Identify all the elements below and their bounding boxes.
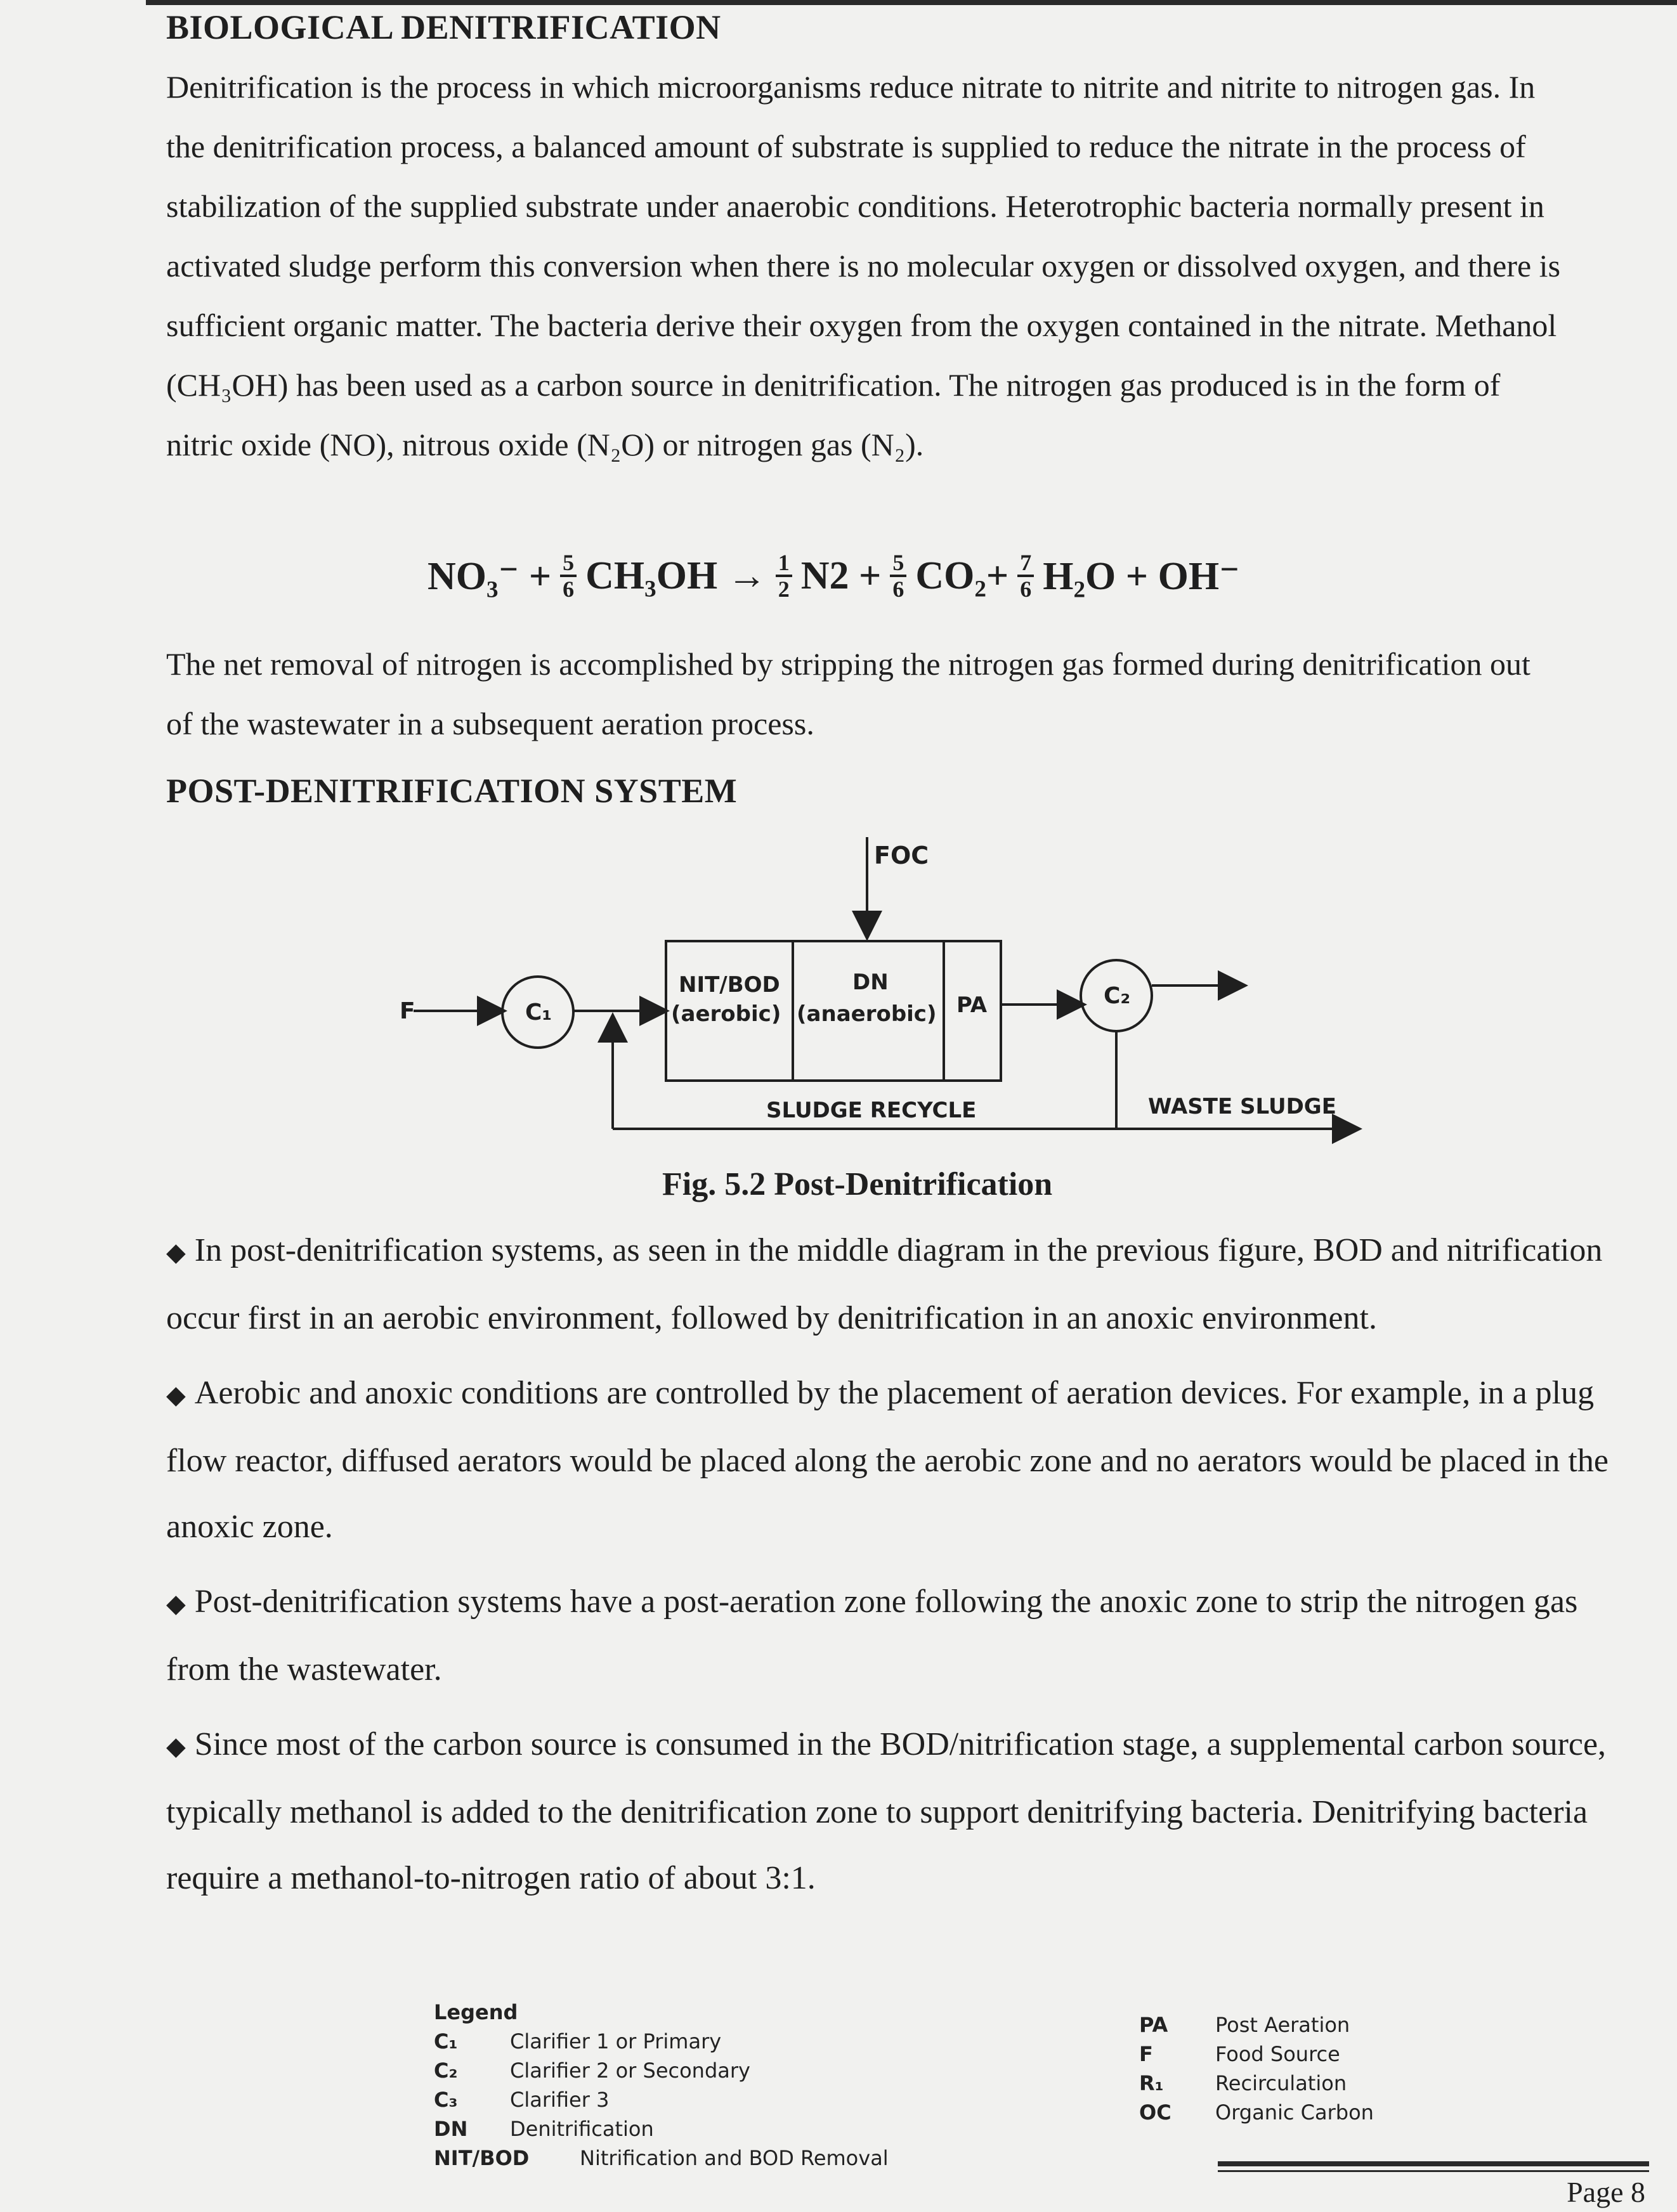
bullet-list bbox=[166, 1218, 1612, 1920]
footer-rule bbox=[1218, 2161, 1649, 2166]
sludge-recycle-label: SLUDGE RECYCLE bbox=[766, 1098, 977, 1123]
legend-row: DN Denitrification bbox=[434, 2117, 654, 2141]
legend-row: NIT/BOD Nitrification and BOD Removal bbox=[434, 2146, 889, 2170]
section-heading: BIOLOGICAL DENITRIFICATION bbox=[166, 8, 721, 46]
diamond-bullet-icon: ◆ bbox=[166, 1381, 186, 1409]
net-removal-paragraph: The net removal of nitrogen is accomplished by stripping the nitrogen gas formed during denitrification out of the wastewater in a subsequent aeration process. bbox=[166, 646, 1530, 741]
bullet-item: ◆ Post-denitrification systems have a post-aeration zone following the anoxic zone to strip the nitrogen gas from the wastewater. bbox=[166, 1584, 1578, 1688]
denitrification-equation: NO₃⁻ + $\frac{5}{6}$ CH₃OH → $\frac{1}{2}$ N2 + $\frac{5}{6}$ CO₂+ $\frac{7}{6}$ H₂O + OH⁻ bbox=[427, 550, 1240, 602]
foc-label: FOC bbox=[874, 842, 929, 869]
legend-row: F Food Source bbox=[1139, 2042, 1340, 2066]
dn-label: DN bbox=[852, 970, 889, 995]
diamond-bullet-icon: ◆ bbox=[166, 1238, 186, 1266]
c2-label: C₂ bbox=[1104, 983, 1131, 1009]
legend-row: PA Post Aeration bbox=[1139, 2013, 1350, 2037]
bullet-item: ◆ Aerobic and anoxic conditions are controlled by the placement of aeration devices. For example, in a plug flow reactor, diffused aerators would be placed along the aerobic zone and no aerators would be placed in the anoxic zone. bbox=[166, 1375, 1608, 1545]
page-number: Page 8 bbox=[1567, 2176, 1645, 2208]
feed-label: F bbox=[400, 998, 415, 1024]
post-denitrification-diagram bbox=[381, 824, 1395, 1154]
aerobic-label: (aerobic) bbox=[671, 1001, 781, 1027]
bullet-item: ◆ In post-denitrification systems, as seen in the middle diagram in the previous figure, BOD and nitrification occur first in an aerobic environment, followed by denitrification in an anoxic environment. bbox=[166, 1232, 1603, 1336]
pa-label: PA bbox=[956, 992, 988, 1018]
diamond-bullet-icon: ◆ bbox=[166, 1589, 186, 1618]
legend-row: C₂ Clarifier 2 or Secondary bbox=[434, 2059, 750, 2083]
legend-title: Legend bbox=[434, 2000, 518, 2024]
legend-row: C₃ Clarifier 3 bbox=[434, 2088, 610, 2112]
legend-right bbox=[1139, 2010, 1374, 2127]
legend-row: C₁ Clarifier 1 or Primary bbox=[434, 2029, 722, 2053]
diamond-bullet-icon: ◆ bbox=[166, 1732, 186, 1760]
bullet-item: ◆ Since most of the carbon source is consumed in the BOD/nitrification stage, a supplemental carbon source, typically methanol is added to the denitrification zone to support denitrifying bacteria. Denitrifying bacteria require a methanol-to-nitrogen ratio of about 3:1. bbox=[166, 1726, 1607, 1896]
top-rule bbox=[146, 0, 1677, 5]
nit-bod-label: NIT/BOD bbox=[679, 972, 780, 998]
figure-caption: Fig. 5.2 Post-Denitrification bbox=[662, 1166, 1053, 1202]
legend-row: R₁ Recirculation bbox=[1139, 2071, 1347, 2095]
c1-label: C₁ bbox=[525, 999, 552, 1025]
footer-rule-thin bbox=[1218, 2170, 1649, 2172]
waste-sludge-label: WASTE SLUDGE bbox=[1148, 1094, 1336, 1119]
legend-left bbox=[434, 1998, 889, 2173]
intro-paragraph: Denitrification is the process in which microorganisms reduce nitrate to nitrite and nitrite to nitrogen gas. In the denitrification process, a balanced amount of substrate is supplied to reduce the nitrate in the process of stabilization of the supplied substrate under anaerobic conditions. Heterotrophic bacteria normally present in activated sludge perform this conversion when there is no molecular oxygen or dissolved oxygen, and there is sufficient organic matter. The bacteria derive their oxygen from the oxygen contained in the nitrate. Methanol (CH₃OH) has been used as a carbon source in denitrification. The nitrogen gas produced is in the form of nitric oxide (NO), nitrous oxide (N₂O) or nitrogen gas (N₂). bbox=[166, 69, 1561, 462]
anaerobic-label: (anaerobic) bbox=[797, 1001, 937, 1027]
post-denit-heading: POST-DENITRIFICATION SYSTEM bbox=[166, 772, 738, 810]
legend-row: OC Organic Carbon bbox=[1139, 2100, 1374, 2124]
